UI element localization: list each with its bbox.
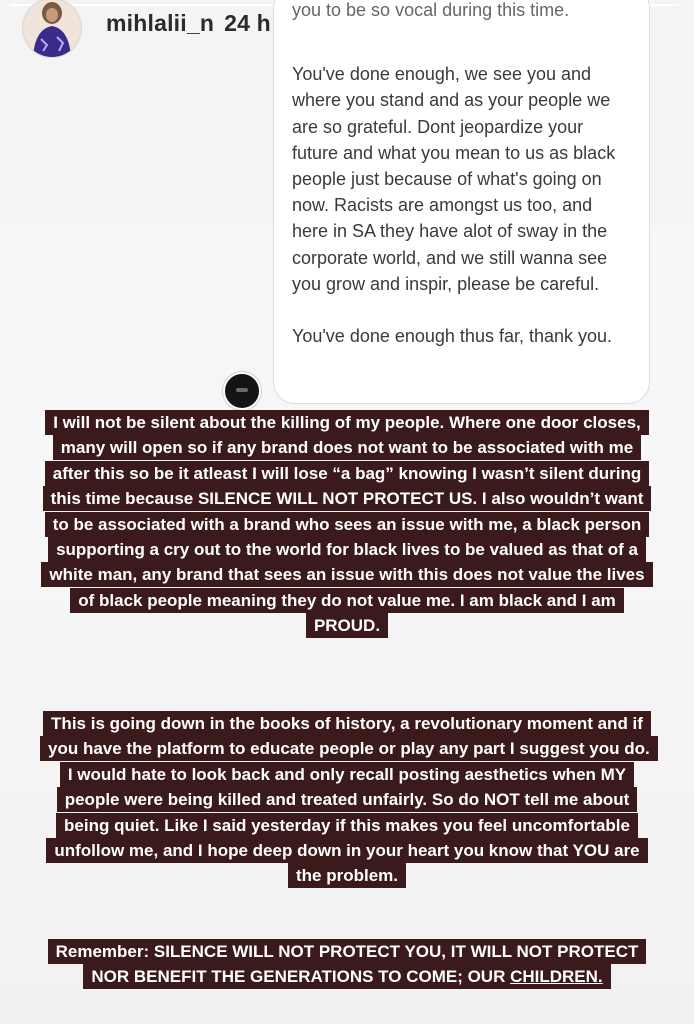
caption-text-3-main: Remember: SILENCE WILL NOT PROTECT YOU, IT WILL NOT PROTECT NOR BENEFIT THE GENERATIONS TO COME; OUR <box>55 942 639 987</box>
caption-block-3 <box>0 939 694 990</box>
dm-partial-line: you to be so vocal during this time. <box>292 0 570 20</box>
story-username[interactable] <box>106 10 271 37</box>
caption-block-2 <box>0 711 694 889</box>
caption-text-1: I will not be silent about the killing of my people. Where one door closes, many will open so if any brand does not want to be associated with me after this so be it atleast I will lose “a bag” knowing I wasn’t silent during this time because SILENCE WILL NOT PROTECT US. I also wouldn’t want to be associated with a brand who sees an issue with me, a black person supporting a cry out to the world for black lives to be valued as that of a white man, any brand that sees an issue with this does not value the lives of black people meaning they do not value me. I am black and I am PROUD. <box>41 410 652 638</box>
story-header <box>22 0 82 56</box>
profile-photo-icon <box>23 0 81 57</box>
caption-text-3-underlined: CHILDREN. <box>510 967 603 987</box>
avatar[interactable] <box>22 0 82 58</box>
caption-text-3 <box>48 939 647 989</box>
caption-block-1 <box>0 410 694 639</box>
dm-paragraph-1: You've done enough, we see you and where you stand and as your people we are so grateful. Dont jeopardize your future and what you mean to us as black people just because of what's going on now. Racists are amongst us too, and here in SA they have alot of sway in the corporate world, and we still wanna see you grow and inspir, please be careful. <box>292 64 616 294</box>
dm-screenshot-bubble <box>273 0 650 404</box>
caption-text-2: This is going down in the books of history, a revolutionary moment and if you have the platform to educate people or play any part I suggest you do. I would hate to look back and only recall posting aesthetics when MY people were being killed and treated unfairly. So do NOT tell me about being quiet. Like I said yesterday if this makes you feel uncomfortable unfollow me, and I hope deep down in your heart you know that YOU are the problem. <box>40 711 658 888</box>
dm-paragraph-2: You've done enough thus far, thank you. <box>292 326 613 347</box>
username-text[interactable]: mihlalii_n <box>106 10 215 36</box>
story-time: 24 h <box>224 10 271 36</box>
dm-sender-avatar <box>223 372 261 410</box>
